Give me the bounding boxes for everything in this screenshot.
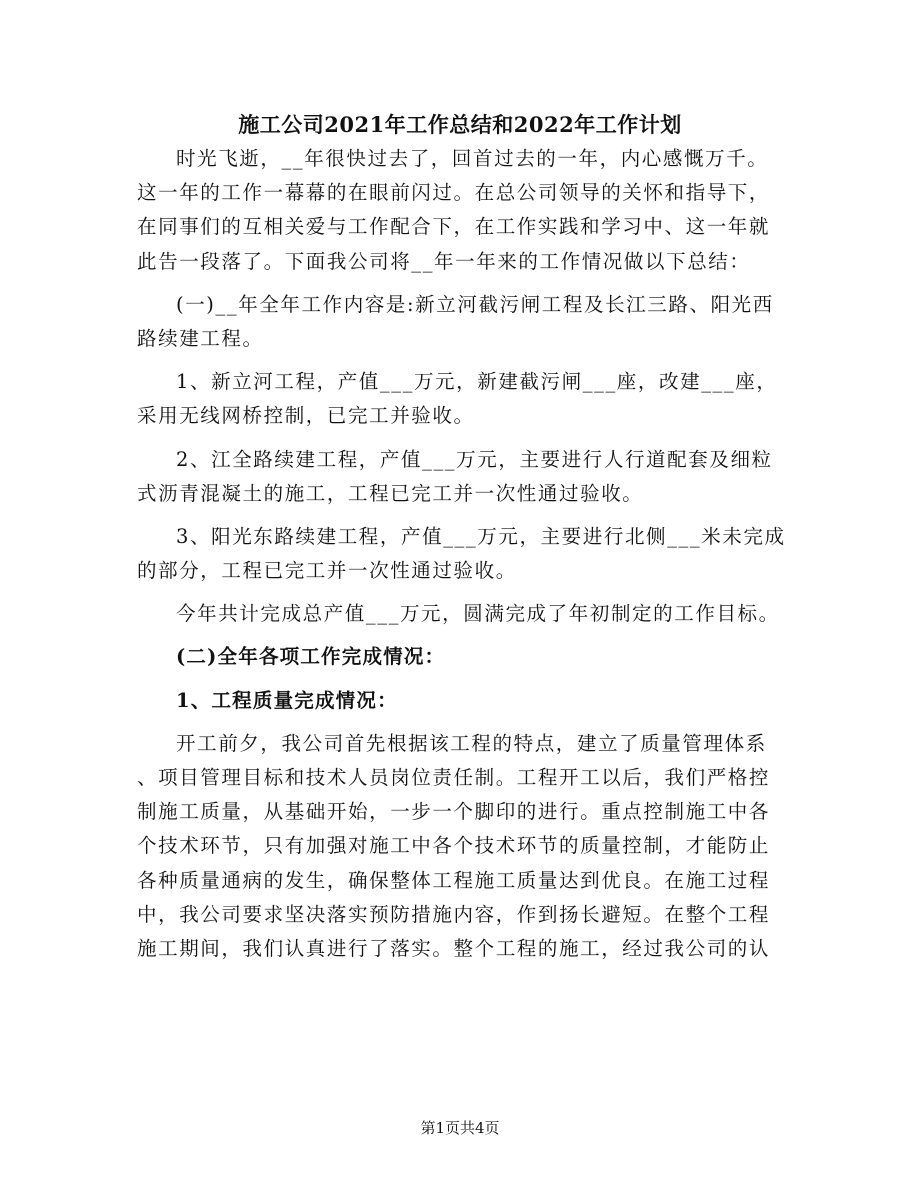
section-heading-line: (二)全年各项工作完成情况： bbox=[176, 645, 446, 669]
text-line: 施工期间，我们认真进行了落实。整个工程的施工，经过我公司的认 bbox=[137, 936, 771, 960]
document-body bbox=[137, 142, 786, 966]
text-line: 此告一段落了。下面我公司将__年一年来的工作情况做以下总结： bbox=[137, 249, 751, 273]
text-line: 采用无线网桥控制，已完工并验收。 bbox=[137, 404, 475, 428]
text-line: 今年共计完成总产值___万元，圆满完成了年初制定的工作目标。 bbox=[176, 602, 780, 626]
page-footer: 第1页共4页 bbox=[420, 1119, 500, 1137]
text-line: 路续建工程。 bbox=[137, 326, 264, 350]
text-line: (一)__年全年工作内容是:新立河截污闸工程及长江三路、阳光西 bbox=[176, 292, 774, 316]
document-title: 施工公司2021年工作总结和2022年工作计划 bbox=[238, 112, 682, 137]
text-line: 制施工质量，从基础开始，一步一个脚印的进行。重点控制施工中各 bbox=[137, 800, 771, 824]
text-line: 中，我公司要求坚决落实预防措施内容，作到扬长避短。在整个工程 bbox=[137, 902, 771, 926]
text-line: 式沥青混凝土的施工，工程已完工并一次性通过验收。 bbox=[137, 481, 644, 505]
text-line: 开工前夕，我公司首先根据该工程的特点，建立了质量管理体系 bbox=[176, 731, 767, 755]
text-line: 、项目管理目标和技术人员岗位责任制。工程开工以后，我们严格控 bbox=[137, 766, 771, 789]
section-heading-line: 1、工程质量完成情况： bbox=[176, 688, 398, 712]
text-line: 时光飞逝，__年很快过去了，回首过去的一年，内心感慨万千。 bbox=[176, 147, 769, 170]
text-line: 各种质量通病的发生，确保整体工程施工质量达到优良。在施工过程 bbox=[137, 868, 771, 892]
text-line: 的部分，工程已完工并一次性通过验收。 bbox=[137, 559, 517, 583]
text-line: 这一年的工作一幕幕的在眼前闪过。在总公司领导的关怀和指导下， bbox=[137, 181, 771, 205]
text-line: 3、阳光东路续建工程，产值___万元，主要进行北侧___米未完成 bbox=[176, 524, 786, 548]
text-line: 个技术环节，只有加强对施工中各个技术环节的质量控制，才能防止 bbox=[137, 834, 771, 858]
text-line: 1、新立河工程，产值___万元，新建截污闸___座，改建___座， bbox=[176, 370, 778, 394]
text-line: 2、江全路续建工程，产值___万元，主要进行人行道配套及细粒 bbox=[176, 447, 773, 471]
text-line: 在同事们的互相关爱与工作配合下，在工作实践和学习中、这一年就 bbox=[137, 215, 771, 239]
